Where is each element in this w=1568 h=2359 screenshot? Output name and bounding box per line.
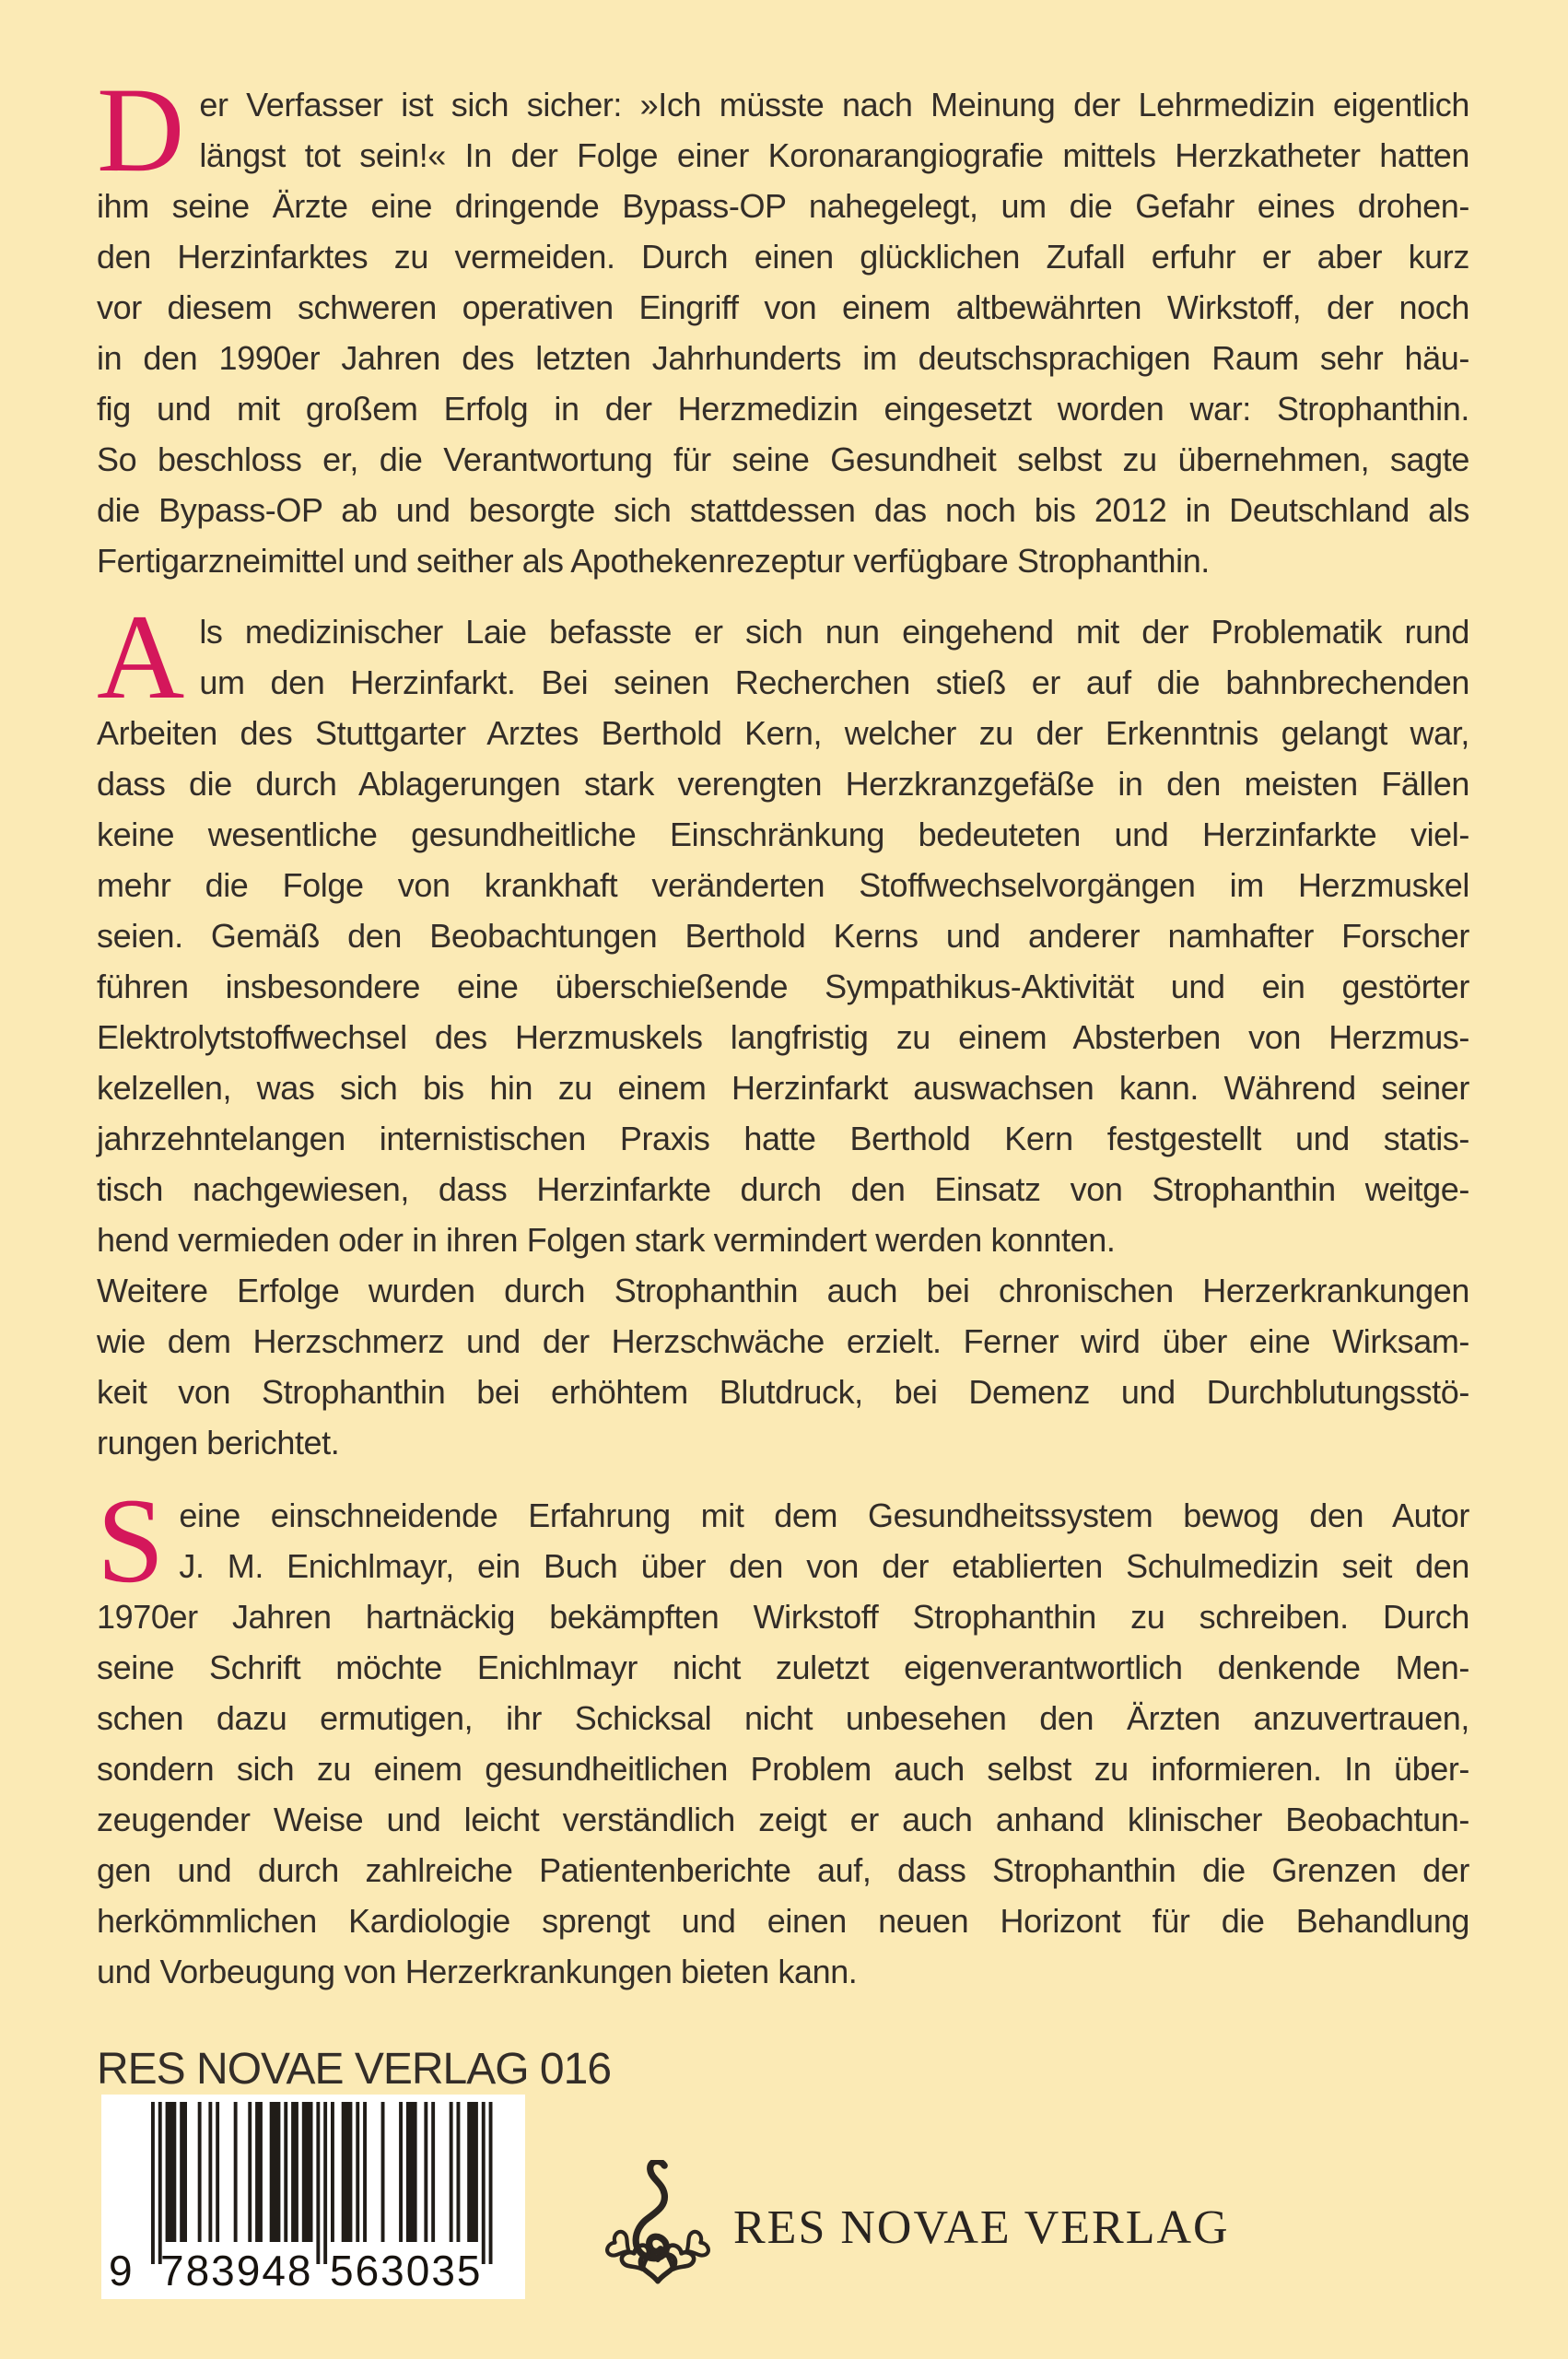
drop-cap-a: A [97,589,185,724]
blurb-line: Arbeiten des Stuttgarter Arztes Berthold Kern, welcher zu der Erkenntnis gelangt war, [97,714,1469,752]
blurb-paragraph-1 [97,62,1469,586]
blurb-line: Fertigarzneimittel und seither als Apothekenrezeptur verfügbare Strophanthin. [97,542,1210,580]
imprint-line: RES NOVAE VERLAG 016 [97,2045,612,2094]
treble-clef-ornament-icon [604,2160,711,2289]
barcode-digit-group: 783948 [160,2247,313,2294]
blurb-line: hend vermieden oder in ihren Folgen stark vermindert werden konnten. [97,1221,1116,1259]
blurb-paragraph-2 [97,589,1469,1468]
blurb-line: Weitere Erfolge wurden durch Strophanthin auch bei chronischen Herzerkrankungen [97,1272,1469,1309]
blurb-line: So beschloss er, die Verantwortung für seine Gesundheit selbst zu übernehmen, sagte [97,440,1469,478]
blurb-line: mehr die Folge von krankhaft veränderten Stoffwechselvorgängen im Herzmuskel [97,866,1469,904]
blurb-line: herkömmlichen Kardiologie sprengt und einen neuen Horizont für die Behandlung [97,1902,1469,1940]
blurb-line: fig und mit großem Erfolg in der Herzmedizin eingesetzt worden war: Strophanthin. [97,390,1469,428]
blurb-line: eine einschneidende Erfahrung mit dem Gesundheitssystem bewog den Autor [179,1496,1469,1534]
blurb-line: kelzellen, was sich bis hin zu einem Herzinfarkt auswachsen kann. Während seiner [97,1069,1469,1107]
blurb-line: seine Schrift möchte Enichlmayr nicht zuletzt eigenverantwortlich denkende Men- [97,1649,1469,1686]
barcode-digit-group: 9 [109,2247,133,2294]
blurb-line: jahrzehntelangen internistischen Praxis hatte Berthold Kern festgestellt und statis- [97,1120,1469,1157]
blurb-paragraph-3 [97,1473,1469,1997]
blurb-line: sondern sich zu einem gesundheitlichen Problem auch selbst zu informieren. In über- [97,1750,1469,1788]
blurb-line: J. M. Enichlmayr, ein Buch über den von der etablierten Schulmedizin seit den [179,1547,1469,1585]
blurb-line: führen insbesondere eine überschießende Sympathikus-Aktivität und ein gestörter [97,968,1469,1005]
blurb-line: zeugender Weise und leicht verständlich zeigt er auch anhand klinischer Beobachtun- [97,1801,1469,1838]
isbn-barcode [101,2095,525,2299]
blurb-line: ls medizinischer Laie befasste er sich nun eingehend mit der Problematik rund [199,613,1469,651]
blurb-line: seien. Gemäß den Beobachtungen Berthold Kerns und anderer namhafter Forscher [97,917,1469,955]
barcode-digit-group: 563035 [330,2247,483,2294]
blurb-line: gen und durch zahlreiche Patientenberichte auf, dass Strophanthin die Grenzen der [97,1851,1469,1889]
publisher-name: RES NOVAE VERLAG [733,2201,1230,2254]
blurb-line: vor diesem schweren operativen Eingriff von einem altbewährten Wirkstoff, der noch [97,288,1469,326]
blurb-line: er Verfasser ist sich sicher: »Ich müsste nach Meinung der Lehrmedizin eigentlich [199,86,1469,123]
drop-cap-d: D [97,62,185,197]
blurb-line: wie dem Herzschmerz und der Herzschwäche erzielt. Ferner wird über eine Wirksam- [97,1322,1469,1360]
blurb-line: und Vorbeugung von Herzerkrankungen bieten kann. [97,1953,858,1990]
blurb-line: 1970er Jahren hartnäckig bekämpften Wirkstoff Strophanthin zu schreiben. Durch [97,1598,1469,1636]
drop-cap-s: S [97,1473,165,1608]
blurb-line: tisch nachgewiesen, dass Herzinfarkte durch den Einsatz von Strophanthin weitge- [97,1170,1469,1208]
blurb-line: die Bypass-OP ab und besorgte sich stattdessen das noch bis 2012 in Deutschland als [97,491,1469,529]
blurb-line: längst tot sein!« In der Folge einer Koronarangiografie mittels Herzkatheter hatten [199,136,1469,174]
blurb-line: Elektrolytstoffwechsel des Herzmuskels langfristig zu einem Absterben von Herzmus- [97,1018,1469,1056]
blurb-line: ihm seine Ärzte eine dringende Bypass-OP nahegelegt, um die Gefahr eines drohen- [97,187,1469,225]
blurb-line: dass die durch Ablagerungen stark verengten Herzkranzgefäße in den meisten Fällen [97,765,1469,803]
blurb-line: keit von Strophanthin bei erhöhtem Blutdruck, bei Demenz und Durchblutungsstö- [97,1373,1469,1411]
blurb-text-block [97,62,1469,1997]
blurb-line: keine wesentliche gesundheitliche Einschränkung bedeuteten und Herzinfarkte viel- [97,816,1469,853]
blurb-line: in den 1990er Jahren des letzten Jahrhunderts im deutschsprachigen Raum sehr häu- [97,339,1469,377]
blurb-line: den Herzinfarktes zu vermeiden. Durch einen glücklichen Zufall erfuhr er aber kurz [97,238,1469,276]
blurb-line: schen dazu ermutigen, ihr Schicksal nicht unbesehen den Ärzten anzuvertrauen, [97,1699,1469,1737]
blurb-line: um den Herzinfarkt. Bei seinen Recherchen stieß er auf die bahnbrechenden [199,663,1469,701]
blurb-line: rungen berichtet. [97,1424,340,1461]
